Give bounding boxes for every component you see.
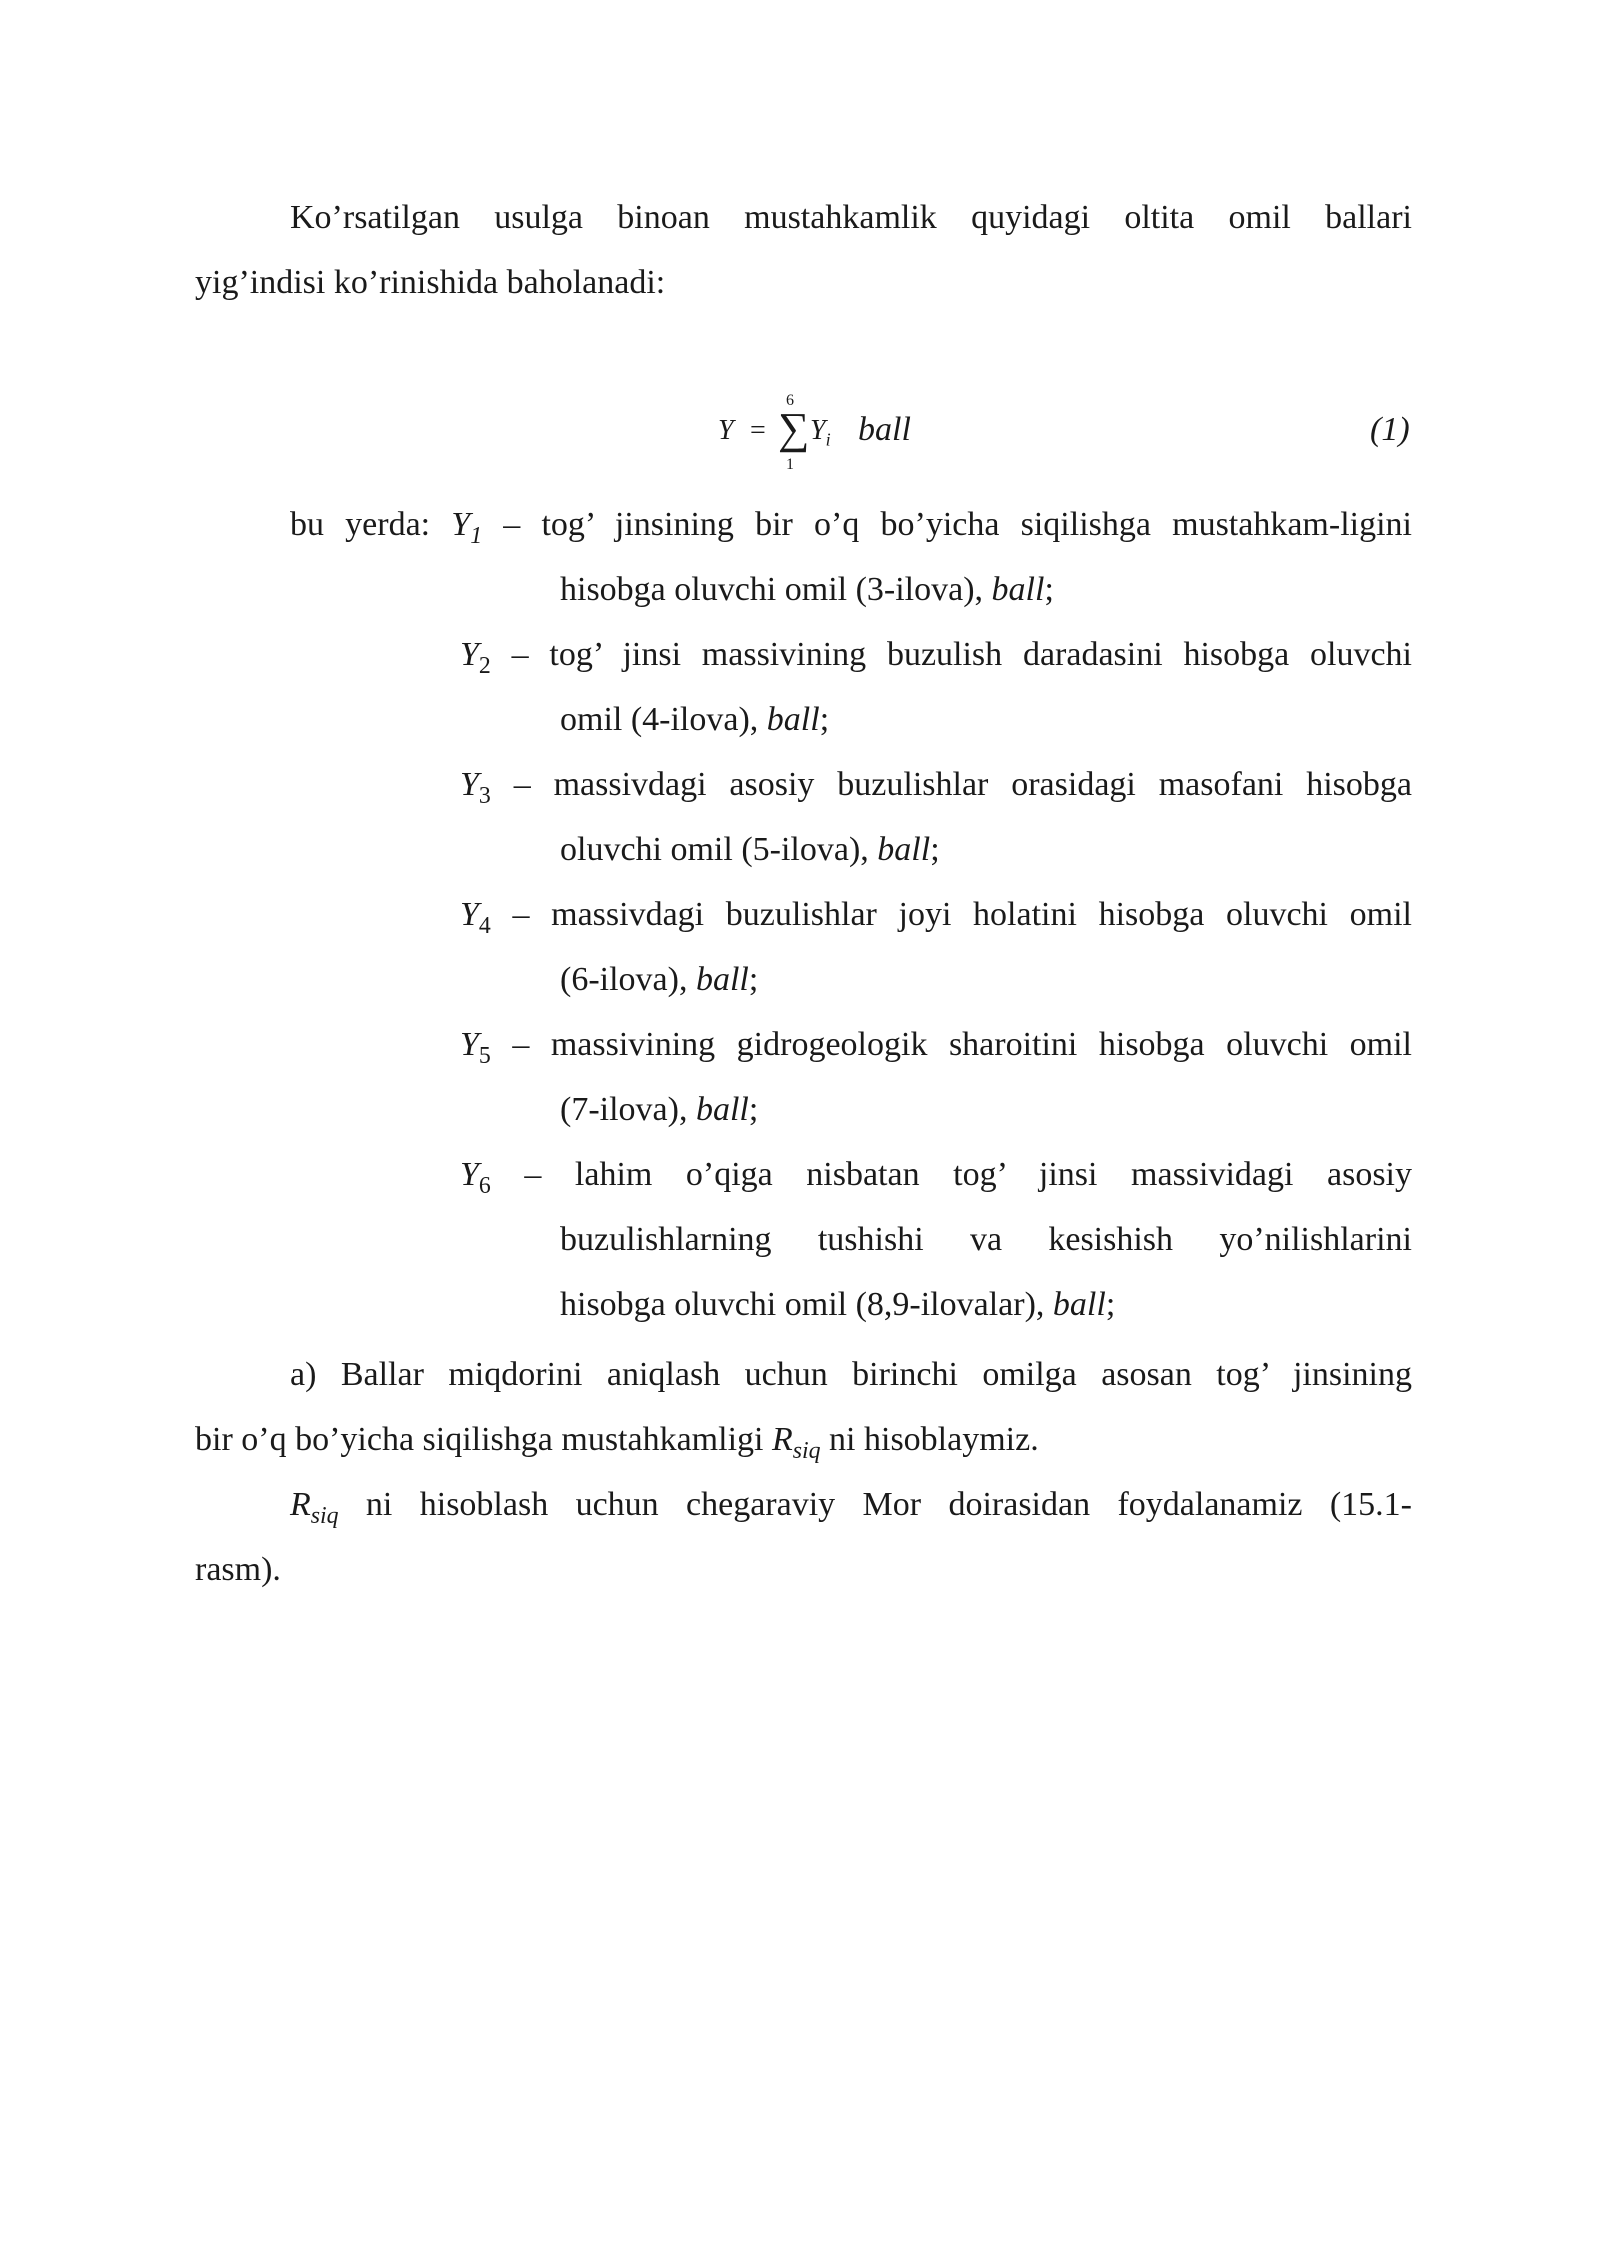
formula-unit: ball bbox=[858, 411, 911, 448]
formula-term: $Y_i$ bbox=[810, 415, 831, 450]
definition-item-1-cont: hisobga oluvchi omil (3-ilova), ball; bbox=[560, 571, 1054, 608]
sum-lower-limit: 1 bbox=[786, 456, 794, 473]
sum-upper-limit: 6 bbox=[786, 392, 794, 409]
definition-item-4: $Y_4$ – massivdagi buzulishlar joyi holatini hisobga oluvchi omil bbox=[460, 896, 1412, 939]
paragraph-a-line-2: bir o’q bo’yicha siqilishga mustahkamligi $R_{siq}$ ni hisoblaymiz. bbox=[195, 1421, 1039, 1464]
definition-item-6: $Y_6$ – lahim o’qiga nisbatan tog’ jinsi massividagi asosiy bbox=[460, 1156, 1412, 1199]
formula-lhs: Y bbox=[718, 415, 734, 446]
formula-sum bbox=[718, 392, 1218, 475]
sum-symbol: ∑ bbox=[778, 404, 810, 453]
definition-item-3: $Y_3$ – massivdagi asosiy buzulishlar orasidagi masofani hisobga bbox=[460, 766, 1412, 809]
paragraph-a-line-1: a) Ballar miqdorini aniqlash uchun birinchi omilga asosan tog’ jinsining bbox=[290, 1356, 1412, 1393]
intro-line-2: yig’indisi ko’rinishida baholanadi: bbox=[195, 264, 666, 301]
definition-item-4-cont: (6-ilova), ball; bbox=[560, 961, 759, 998]
definition-item-2: $Y_2$ – tog’ jinsi massivining buzulish daradasini hisobga oluvchi bbox=[460, 636, 1412, 679]
equation-number: (1) bbox=[1370, 411, 1410, 448]
formula-equals: = bbox=[750, 415, 766, 446]
definition-item-5: $Y_5$ – massivining gidrogeologik sharoitini hisobga oluvchi omil bbox=[460, 1026, 1412, 1069]
definition-item-1: bu yerda: $Y_1$ – tog’ jinsining bir o’q bo’yicha siqilishga mustahkam-ligini bbox=[290, 506, 1412, 549]
definition-lead: bu yerda: bbox=[290, 506, 431, 543]
intro-line-1: Ko’rsatilgan usulga binoan mustahkamlik quyidagi oltita omil ballari bbox=[290, 199, 1412, 236]
definition-item-6-cont-2: hisobga oluvchi omil (8,9-ilovalar), ball; bbox=[560, 1286, 1116, 1323]
definition-item-6-cont-1: buzulishlarning tushishi va kesishish yo’nilishlarini bbox=[560, 1221, 1412, 1258]
paragraph-b-line-1: $R_{siq}$ ni hisoblash uchun chegaraviy Mor doirasidan foydalanamiz (15.1- bbox=[290, 1486, 1412, 1529]
paragraph-b-line-2: rasm). bbox=[195, 1551, 281, 1588]
definition-item-2-cont: omil (4-ilova), ball; bbox=[560, 701, 830, 738]
definition-item-5-cont: (7-ilova), ball; bbox=[560, 1091, 759, 1128]
definition-item-3-cont: oluvchi omil (5-ilova), ball; bbox=[560, 831, 940, 868]
